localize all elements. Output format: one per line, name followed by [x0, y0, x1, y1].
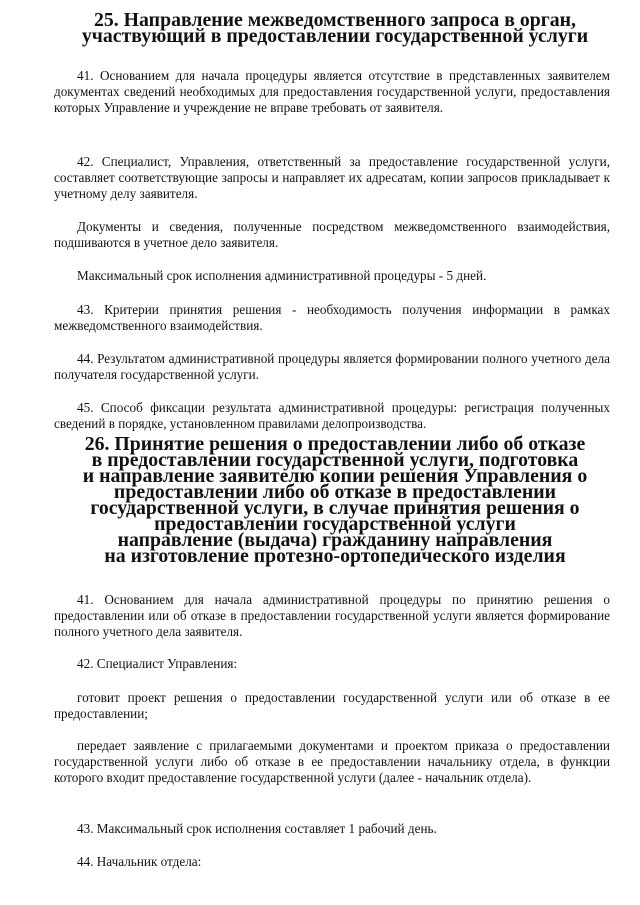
heading-line: предоставлении государственной услуги — [154, 513, 516, 535]
paragraph-documents: Документы и сведения, полученные посредством межведомственного взаимодействия, подшиваются в учетное дело заявителя. — [54, 219, 610, 250]
paragraph-41: 41. Основанием для начала процедуры является отсутствие в представленных заявителем документах сведений необходимых для предоставления государственной услуги, предоставления которых Управление и учреждение не вправе требовать от заявителя. — [54, 68, 610, 115]
section-26-heading — [60, 433, 610, 567]
paragraph-44: 44. Результатом административной процедуры является формировании полного учетного дела получателя государственной услуги. — [54, 351, 610, 382]
heading-line: 25. Направление межведомственного запроса в орган, — [93, 9, 577, 31]
paragraph-prepares: готовит проект решения о предоставлении государственной услуги или об отказе в ее предоставлении; — [54, 690, 610, 721]
paragraph-42-b: 42. Специалист Управления: — [77, 656, 238, 671]
heading-line: предоставлении либо об отказе в предоставлении — [113, 481, 557, 503]
paragraph-45: 45. Способ фиксации результата административной процедуры: регистрация полученных сведений в порядке, установленном правилами делопроизводства. — [54, 400, 610, 431]
paragraph-44-b: 44. Начальник отдела: — [77, 854, 202, 869]
paragraph-max-term: Максимальный срок исполнения административной процедуры - 5 дней. — [77, 268, 487, 283]
heading-line: и направление заявителю копии решения Управления о — [82, 465, 588, 487]
paragraph-transfers: передает заявление с прилагаемыми документами и проектом приказа о предоставлении государственной услуги либо об отказе в ее предоставлении начальнику отдела, в функции которого входит предоставление государственной услуги (далее - начальник отдела). — [54, 738, 610, 785]
paragraph-42: 42. Специалист, Управления, ответственный за предоставление государственной услуги, составляет соответствующие запросы и направляет их адресатам, копии запросов прикладывает к учетному делу заявителя. — [54, 154, 610, 201]
paragraph-43: 43. Критерии принятия решения - необходимость получения информации в рамках межведомственного взаимодействия. — [54, 302, 610, 333]
heading-line: направление (выдача) гражданину направления — [117, 529, 553, 551]
paragraph-43-b: 43. Максимальный срок исполнения составляет 1 рабочий день. — [77, 821, 437, 836]
heading-line: в предоставлении государственной услуги, подготовка — [91, 449, 579, 471]
heading-line: на изготовление протезно-ортопедического изделия — [104, 545, 566, 567]
paragraph-41-b: 41. Основанием для начала административной процедуры по принятию решения о предоставлении или об отказе в предоставлении государственной услуги является формирование полного учетного дела заявителя. — [54, 592, 610, 639]
heading-line: государственной услуги, в случае принятия решения о — [90, 497, 580, 519]
section-25-heading — [60, 9, 610, 47]
heading-line: участвующий в предоставлении государственной услуги — [81, 25, 589, 47]
heading-line: 26. Принятие решения о предоставлении либо об отказе — [84, 433, 586, 455]
